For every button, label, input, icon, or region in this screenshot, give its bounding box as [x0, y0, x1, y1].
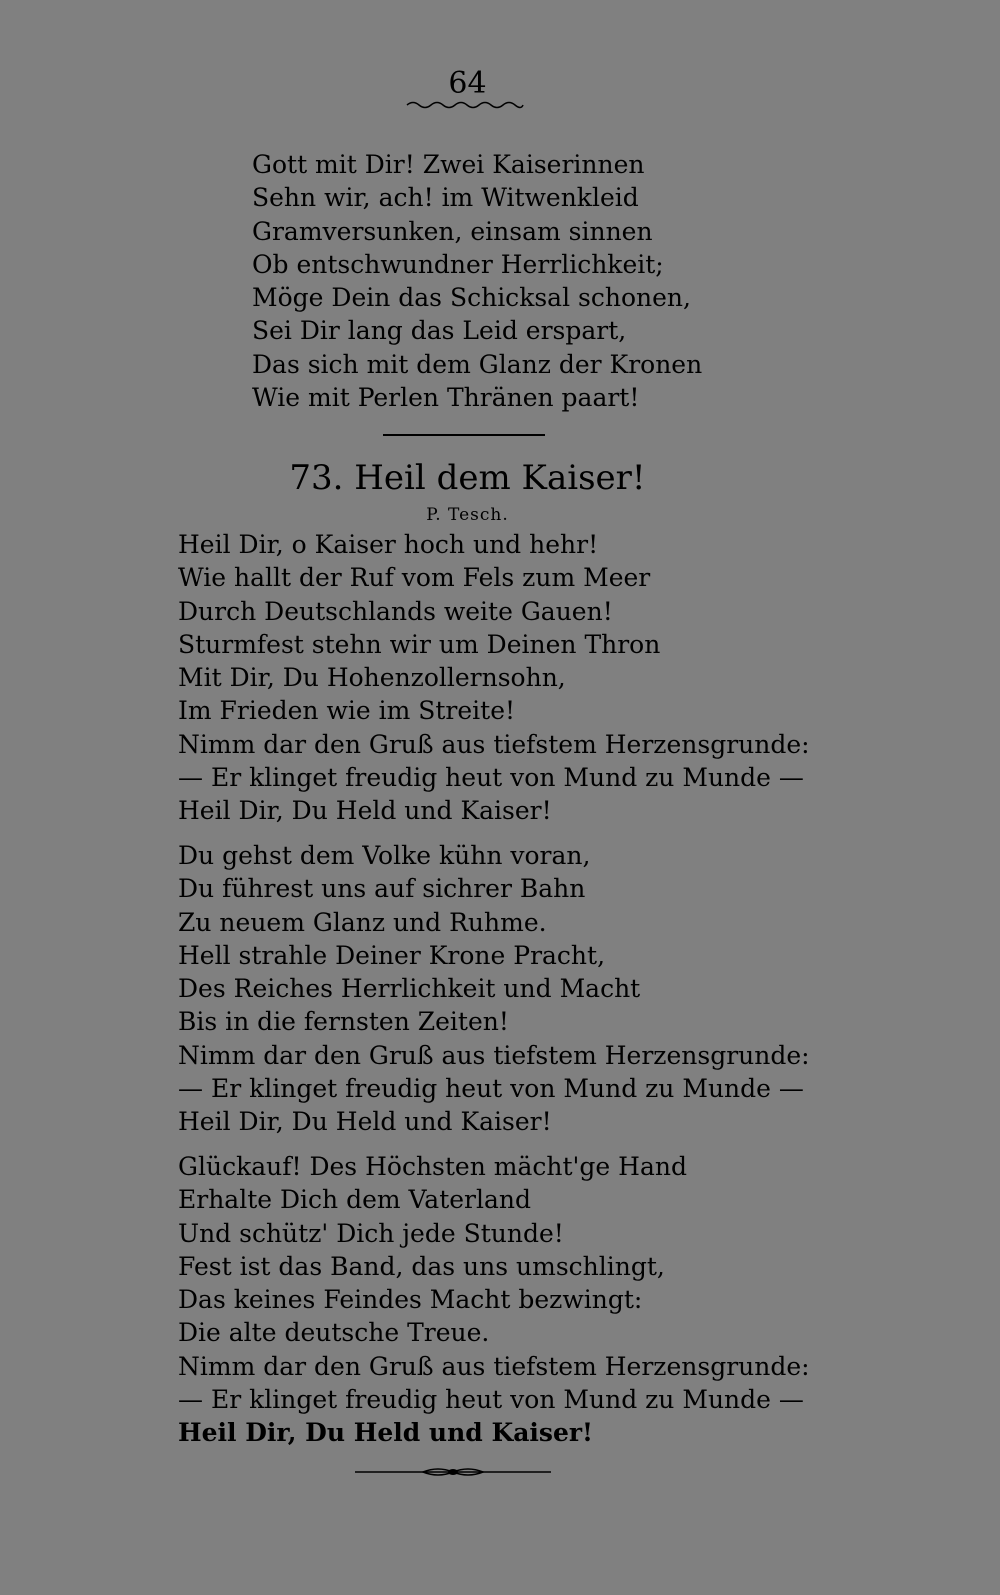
verse-line: Sei Dir lang das Leid erspart,: [252, 316, 627, 346]
verse-line: Wie mit Perlen Thränen paart!: [252, 383, 640, 413]
verse-line: Wie hallt der Ruf vom Fels zum Meer: [178, 563, 651, 593]
verse-line: Fest ist das Band, das uns umschlingt,: [178, 1251, 665, 1281]
stanza-2: [178, 839, 810, 1139]
verse-line: — Er klinget freudig heut von Mund zu Munde —: [178, 1074, 804, 1104]
verse-line: Das sich mit dem Glanz der Kronen: [252, 349, 703, 379]
verse-line: Sehn wir, ach! im Witwenkleid: [252, 183, 639, 213]
verse-line: Sturmfest stehn wir um Deinen Thron: [178, 629, 661, 659]
previous-poem-stanza: [252, 148, 702, 414]
verse-line: Heil Dir, Du Held und Kaiser!: [178, 1418, 594, 1448]
verse-line: Nimm dar den Gruß aus tiefstem Herzensgrunde:: [178, 1351, 810, 1381]
stanza-1: [178, 528, 810, 828]
verse-line: Möge Dein das Schicksal schonen,: [252, 283, 691, 313]
verse-line: Du gehst dem Volke kühn voran,: [178, 841, 591, 870]
verse-line: Nimm dar den Gruß aus tiefstem Herzensgrunde:: [178, 1040, 810, 1070]
section-divider: [383, 434, 545, 436]
verse-line: Mit Dir, Du Hohenzollernsohn,: [178, 663, 566, 693]
verse-line: Du führest uns auf sichrer Bahn: [178, 874, 586, 904]
verse-line: Zu neuem Glanz und Ruhme.: [178, 907, 547, 937]
poem-title: 73. Heil dem Kaiser!: [289, 458, 646, 498]
end-ornament: [353, 1465, 553, 1479]
verse-line: Durch Deutschlands weite Gauen!: [178, 596, 613, 626]
verse-line: — Er klinget freudig heut von Mund zu Munde —: [178, 1385, 804, 1415]
page-number: 64: [448, 66, 487, 101]
verse-line: Bis in die fernsten Zeiten!: [178, 1007, 509, 1037]
stanza-3: [178, 1150, 810, 1450]
verse-line: Das keines Feindes Macht bezwingt:: [178, 1285, 643, 1315]
verse-line: Und schütz' Dich jede Stunde!: [178, 1218, 564, 1248]
poem-author: P. Tesch.: [426, 505, 509, 525]
verse-line: Des Reiches Herrlichkeit und Macht: [178, 974, 641, 1004]
verse-line: Ob entschwundner Herrlichkeit;: [252, 249, 664, 279]
verse-line: Im Frieden wie im Streite!: [178, 696, 516, 726]
verse-line: Heil Dir, Du Held und Kaiser!: [178, 1107, 552, 1137]
wavy-ornament-top: [405, 98, 525, 112]
verse-line: Nimm dar den Gruß aus tiefstem Herzensgrunde:: [178, 729, 810, 759]
verse-line: Hell strahle Deiner Krone Pracht,: [178, 940, 606, 970]
verse-line: Die alte deutsche Treue.: [178, 1318, 490, 1348]
verse-line: — Er klinget freudig heut von Mund zu Munde —: [178, 763, 804, 793]
verse-line: Heil Dir, Du Held und Kaiser!: [178, 796, 552, 826]
verse-line: Gott mit Dir! Zwei Kaiserinnen: [252, 150, 645, 179]
verse-line: Erhalte Dich dem Vaterland: [178, 1185, 531, 1215]
verse-line: Glückauf! Des Höchsten mächt'ge Hand: [178, 1152, 687, 1181]
verse-line: Heil Dir, o Kaiser hoch und hehr!: [178, 530, 599, 559]
verse-line: Gramversunken, einsam sinnen: [252, 216, 653, 246]
